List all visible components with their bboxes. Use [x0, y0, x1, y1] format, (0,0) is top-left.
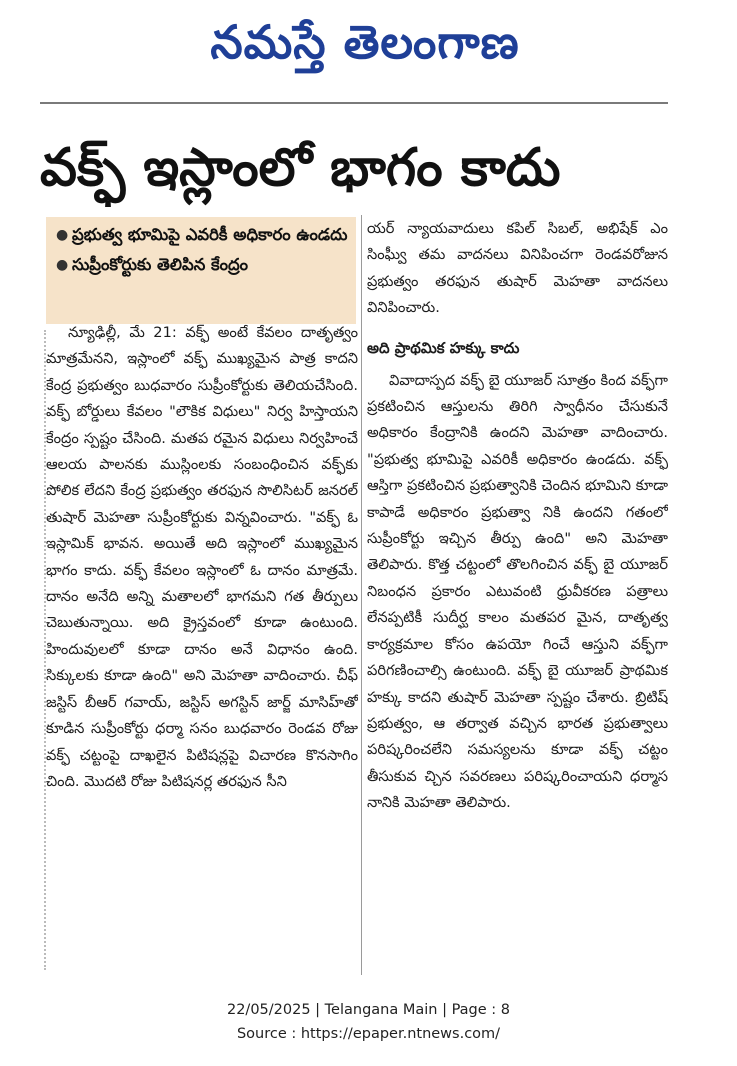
bullet-icon: ●: [56, 227, 69, 243]
article-headline: వక్ఫ్ ఇస్లాంలో భాగం కాదు: [40, 138, 561, 198]
article-paragraph: న్యూఢిల్లీ, మే 21: వక్ఫ్ అంటే కేవలం దాతృత్వం మాత్రమేనని, ఇస్లాంలో వక్ఫ్ ముఖ్యమైన పాత్ర కాదని కేంద్ర ప్రభుత్వం బుధవారం సుప్రీంకోర్టుకు తెలియచేసింది. వక్ఫ్ బోర్డులు కేవలం "లౌకిక విధులు" నిర్వ హిస్తాయని కేంద్రం స్పష్టం చేసింది. మతప రమైన విధులు నిర్వహించే ఆలయ పాలనకు ముస్లింలకు సంబంధించిన వక్ఫ్‌కు పోలిక లేదని కేంద్ర ప్రభుత్వం తరఫున సొలిసిటర్ జనరల్ తుషార్ మెహతా సుప్రీంకోర్టుకు విన్నవించారు. "వక్ఫ్ ఓ ఇస్లామిక్ భావన. అయితే అది ఇస్లాంలో ముఖ్యమైన భాగం కాదు. వక్ఫ్ కేవలం ఇస్లాంలో ఓ దానం మాత్రమే. దానం అనేది అన్ని మతాలలో భాగమని గత తీర్పులు చెబుతున్నాయి. అది క్రైస్తవంలో కూడా ఉంటుంది. హిందువులలో కూడా దానం అనే విధానం ఉంది. సిక్కులకు కూడా ఉంది" అని మెహతా వాదించారు. చీఫ్ జస్టిస్ బీఆర్ గవాయ్, జస్టిస్ అగస్టిన్ జార్జ్ మాసిహ్‌తో కూడిన సుప్రీంకోర్టు ధర్మా సనం బుధవారం రెండవ రోజు వక్ఫ్ చట్టంపై దాఖలైన పిటిషన్లపై విచారణ కొనసాగిం చింది. మొదటి రోజు పిటిషనర్ల తరఫున సీని: [46, 324, 358, 790]
highlight-text: సుప్రీంకోర్టుకు తెలిపిన కేంద్రం: [72, 255, 249, 274]
highlights-box: [46, 217, 356, 324]
footer-source-link[interactable]: Source : https://epaper.ntnews.com/: [236, 1026, 501, 1042]
masthead-rule: [40, 102, 668, 104]
highlight-text: ప్రభుత్వ భూమిపై ఎవరికీ అధికారం ఉండదు: [72, 225, 348, 244]
masthead-logo: నమస్తే తెలంగాణ: [210, 15, 520, 69]
highlight-item: [56, 253, 348, 277]
article-paragraph: యర్ న్యాయవాదులు కపిల్ సిబల్, అభిషేక్ ఎం సింఘ్వీ తమ వాదనలు వినిపించగా రెండవరోజున ప్రభుత్వం తరఫున తుషార్ మెహతా వాదనలు వినిపించారు.: [367, 220, 668, 317]
footer-edition-info: 22/05/2025 | Telangana Main | Page : 8: [226, 1002, 511, 1018]
column-divider: [361, 215, 362, 975]
article-right-column: [367, 216, 668, 972]
article-left-column: [46, 320, 358, 972]
highlight-item: [56, 223, 348, 247]
bullet-icon: ●: [56, 257, 69, 273]
article-paragraph: వివాదాస్పద వక్ఫ్ బై యూజర్ సూత్రం కింద వక్ఫ్‌గా ప్రకటించిన ఆస్తులను తిరిగి స్వాధీనం చేసుకునే అధికారం కేంద్రానికి ఉందని మెహతా వాదించారు. "ప్రభుత్వ భూమిపై ఎవరికీ అధికారం ఉండదు. వక్ఫ్ ఆస్తిగా ప్రకటించిన ప్రభుత్వానికి చెందిన భూమిని కూడా కాపాడే అధికారం ప్రభుత్వా నికి ఉందని గతంలో సుప్రీంకోర్టు ఇచ్చిన తీర్పు ఉంది" అని మెహతా తెలిపారు. కొత్త చట్టంలో తొలగించిన వక్ఫ్ బై యూజర్ నిబంధన ప్రకారం ఎటువంటి ధ్రువీకరణ పత్రాలు లేనప్పటికీ సుదీర్ఘ కాలం మతపర మైన, దాతృత్వ కార్యక్రమాల కోసం ఉపయో గించే ఆస్తుని వక్ఫ్‌గా పరిగణించాల్సి ఉంటుంది. వక్ఫ్ బై యూజర్ ప్రాథమిక హక్కు కాదని తుషార్ మెహతా స్పష్టం చేశారు. బ్రిటిష్ ప్రభుత్వం, ఆ తర్వాత వచ్చిన భారత ప్రభుత్వాలు పరిష్కరించలేని సమస్యలను కూడా వక్ఫ్ చట్టం తీసుకువ చ్చిన సవరణలు పరిష్కరించాయని ధర్మాస నానికి మెహతా తెలిపారు.: [367, 371, 668, 812]
article-subheading: అది ప్రాథమిక హక్కు కాదు: [367, 338, 520, 357]
